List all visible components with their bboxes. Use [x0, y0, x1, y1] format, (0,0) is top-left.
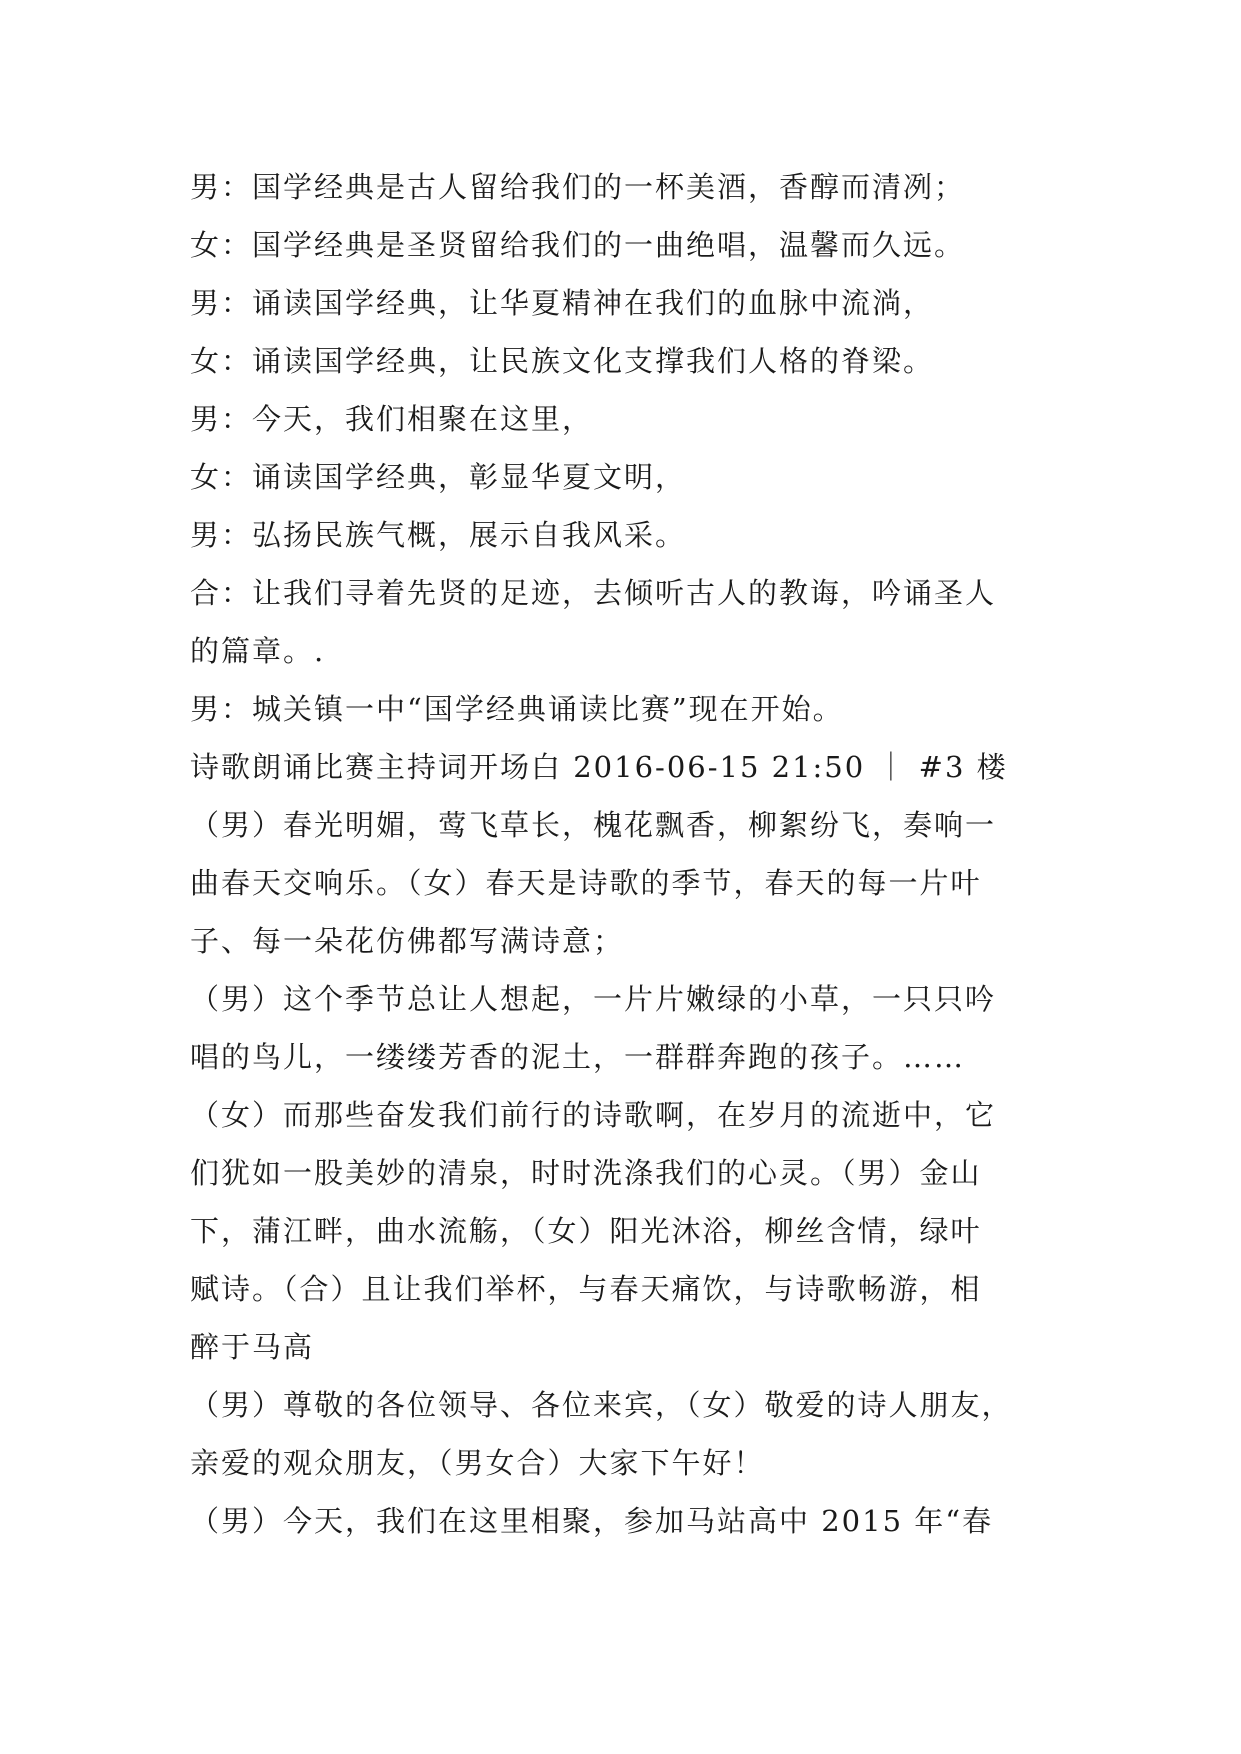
text-line: 赋诗。（合）且让我们举杯，与春天痛饮，与诗歌畅游，相: [190, 1272, 982, 1306]
text-line: 下，蒲江畔，曲水流觞，（女）阳光沐浴，柳丝含情，绿叶: [190, 1214, 982, 1248]
text-line: （男）春光明媚，莺飞草长，槐花飘香，柳絮纷飞，奏响一: [190, 808, 997, 842]
text-line: （男）这个季节总让人想起，一片片嫩绿的小草，一只只吟: [190, 982, 997, 1016]
text-line: 的篇章。.: [190, 634, 326, 668]
text-line: 男：城关镇一中“国学经典诵读比赛”现在开始。: [190, 692, 844, 726]
text-line: 唱的鸟儿，一缕缕芳香的泥土，一群群奔跑的孩子。……: [190, 1040, 966, 1074]
text-line: 们犹如一股美妙的清泉，时时洗涤我们的心灵。（男）金山: [190, 1156, 982, 1190]
section-heading-line: 诗歌朗诵比赛主持词开场白 2016-06-15 21:50 ｜ #3 楼: [190, 750, 1008, 784]
text-line: 曲春天交响乐。（女）春天是诗歌的季节，春天的每一片叶: [190, 866, 982, 900]
text-line: 醉于马高: [190, 1330, 315, 1364]
document-body: [190, 158, 1070, 1550]
text-line: 女：诵读国学经典，让民族文化支撑我们人格的脊梁。: [190, 344, 935, 378]
text-line: 子、每一朵花仿佛都写满诗意；: [190, 924, 625, 958]
text-line: 男：今天，我们相聚在这里，: [190, 402, 594, 436]
text-line: （男）尊敬的各位领导、各位来宾，（女）敬爱的诗人朋友，: [190, 1388, 1013, 1422]
text-line: 男：诵读国学经典，让华夏精神在我们的血脉中流淌，: [190, 286, 935, 320]
text-line: 亲爱的观众朋友，（男女合）大家下午好！: [190, 1446, 765, 1480]
text-line: 男：弘扬民族气概，展示自我风采。: [190, 518, 687, 552]
text-line: 合：让我们寻着先贤的足迹，去倾听古人的教诲，吟诵圣人: [190, 576, 997, 610]
text-line: 男：国学经典是古人留给我们的一杯美酒，香醇而清冽；: [190, 170, 966, 204]
text-line: （女）而那些奋发我们前行的诗歌啊，在岁月的流逝中，它: [190, 1098, 997, 1132]
text-line: 女：诵读国学经典，彰显华夏文明，: [190, 460, 687, 494]
text-line: 女：国学经典是圣贤留给我们的一曲绝唱，温馨而久远。: [190, 228, 966, 262]
text-line: （男）今天，我们在这里相聚，参加马站高中 2015 年“春: [190, 1504, 994, 1538]
